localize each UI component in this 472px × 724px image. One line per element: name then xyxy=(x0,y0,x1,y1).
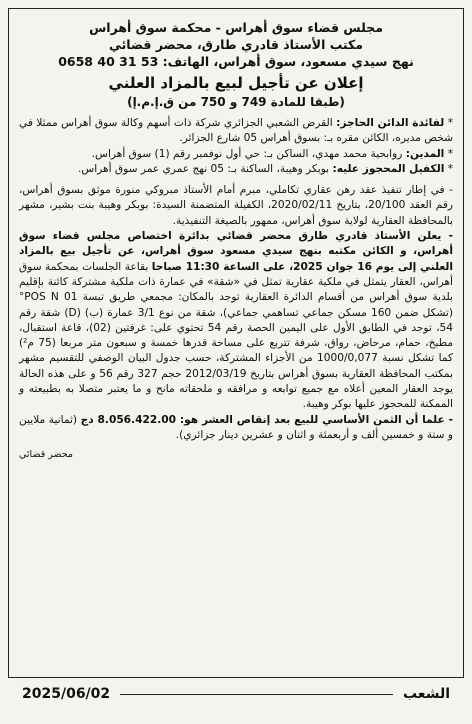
announcement-subtitle: (طبقا للمادة 749 و 750 من ق.إ.م.إ) xyxy=(127,95,345,109)
debtor-label: المدين: xyxy=(405,147,445,160)
office-address: نهج سيدي مسعود، سوق أهراس، الهاتف: 53 31 40 0658 xyxy=(58,54,414,69)
price-in-words: (ثمانية ملايين و ستة و خمسين ألف و أربعمئة و اثنان و عشرين دينار جزائري). xyxy=(19,413,453,441)
party-guarantor: * الكفيل المحجوز عليه: بوبكر وهيبة، الساكنة بـ: 05 نهج عمري عمر سوق أهراس. xyxy=(77,162,453,175)
sale-paragraph xyxy=(19,229,453,413)
office-name: مكتب الأستاذ قادري طارق، محضر قضائي xyxy=(108,37,364,52)
base-price-text: - علما أن الثمن الأساسي للبيع بعد إنقاص العشر هو: 8.056.422.00 دج xyxy=(80,413,454,426)
creditor-text: القرض الشعبي الجزائري شركة ذات أسهم وكالة سوق أهراس ممثلا في شخص مديره، الكائن مقره بـ: بسوق أهراس 05 شارع الجزائر. xyxy=(19,117,453,145)
property-description: بقاعة الجلسات بمحكمة سوق أهراس، العقار يتمثل في ملكية عقارية تمثل في «شقة» في عمارة ذات ملكية مشتركة كائنة بإقليم بلدية سوق أهراس من أقسام الدائرة العقارية توجد بالمكان: مجمعي طريق تبسة 01 POS N° (تشكل ضمن 160 مسكن جماعي تساهمي جماعي)، شقة من نوع 3/1 عمارة (ب) (D) شقة رقم 54، توجد في الطابق الأول على اليمين الحصة رقم 54 تحتوي على: غرفتين (02)، قاعة استقبال، مطبخ، حمام، مرحاض، رواق، شرفة تتربع على مساحة قدرها خمسة و سبعون متر مربعا (75 م²) كما تشكل نسبة 1000/0,077 من الأجزاء المشتركة، حسب جدول البيان الوصفي للتقسيم مشهر بمكتب المحافظة العقارية بسوق أهراس بتاريخ 2012/03/19 حجم 327 رقم 56 و على هذه الحالة يوجد العقار المعين أعلاه مع جميع توابعه و مرافقه و ملحقاته مانح و ما يعتبر متصلا به بطبيعته و الممكنة للمحجوز عليها بوكر وهيبة. xyxy=(19,260,453,411)
newspaper-name: الشعب xyxy=(402,686,450,702)
court-name: مجلس قضاء سوق أهراس - محكمة سوق أهراس xyxy=(89,20,383,35)
party-debtor: * المدين: روابحية محمد مهدي، الساكن بـ: حي أول نوفمبر رقم (1) سوق أهراس. xyxy=(91,147,453,160)
signature: محضر قضائي xyxy=(19,449,73,461)
intro-paragraph: - في إطار تنفيذ عقد رهن عقاري تكاملي، مبرم أمام الأستاذ مبروكي منورة موثق بسوق أهراس، رقم العقد 20/100، بتاريخ 2020/02/11، الكفيلة المتضمنة السيدة: بوبكر وهيبة بنت بشير، مشهر بالمحافظة العقارية لولاية سوق أهراس، ممهور بالصيغة التنفيذية. xyxy=(19,184,453,227)
creditor-label: لفائدة الدائن الحاجز: xyxy=(336,117,445,129)
publication-date: 2025/06/02 xyxy=(22,686,111,702)
announcement-title: إعلان عن تأجيل لبيع بالمزاد العلني xyxy=(108,74,364,92)
price-paragraph xyxy=(19,413,453,444)
newspaper-footer xyxy=(8,680,464,708)
announcement-frame xyxy=(8,8,464,678)
debtor-text: روابحية محمد مهدي، الساكن بـ: حي أول نوفمبر رقم (1) سوق أهراس. xyxy=(91,147,406,160)
announcement-page xyxy=(8,8,464,708)
guarantor-label: الكفيل المحجوز عليه: xyxy=(332,162,445,175)
party-creditor: * لفائدة الدائن الحاجز: القرض الشعبي الجزائري شركة ذات أسهم وكالة سوق أهراس ممثلا في شخص مديره، الكائن مقره بـ: بسوق أهراس 05 شارع الجزائر. xyxy=(19,117,453,145)
footer-divider xyxy=(120,694,393,695)
announcement-body xyxy=(19,116,453,463)
guarantor-text: بوبكر وهيبة، الساكنة بـ: 05 نهج عمري عمر سوق أهراس. xyxy=(77,162,333,175)
sale-date-text: - يعلن الأستاذ قادري طارق محضر قضائي بدائرة اختصاص مجلس قضاء سوق أهراس، و الكائن مكتبه بنهج سيدي مسعود سوق أهراس، عن تأجيل بيع بالمزاد العلني إلى يوم 16 جوان 2025، على الساعة 11:30 صباحا xyxy=(19,230,454,273)
